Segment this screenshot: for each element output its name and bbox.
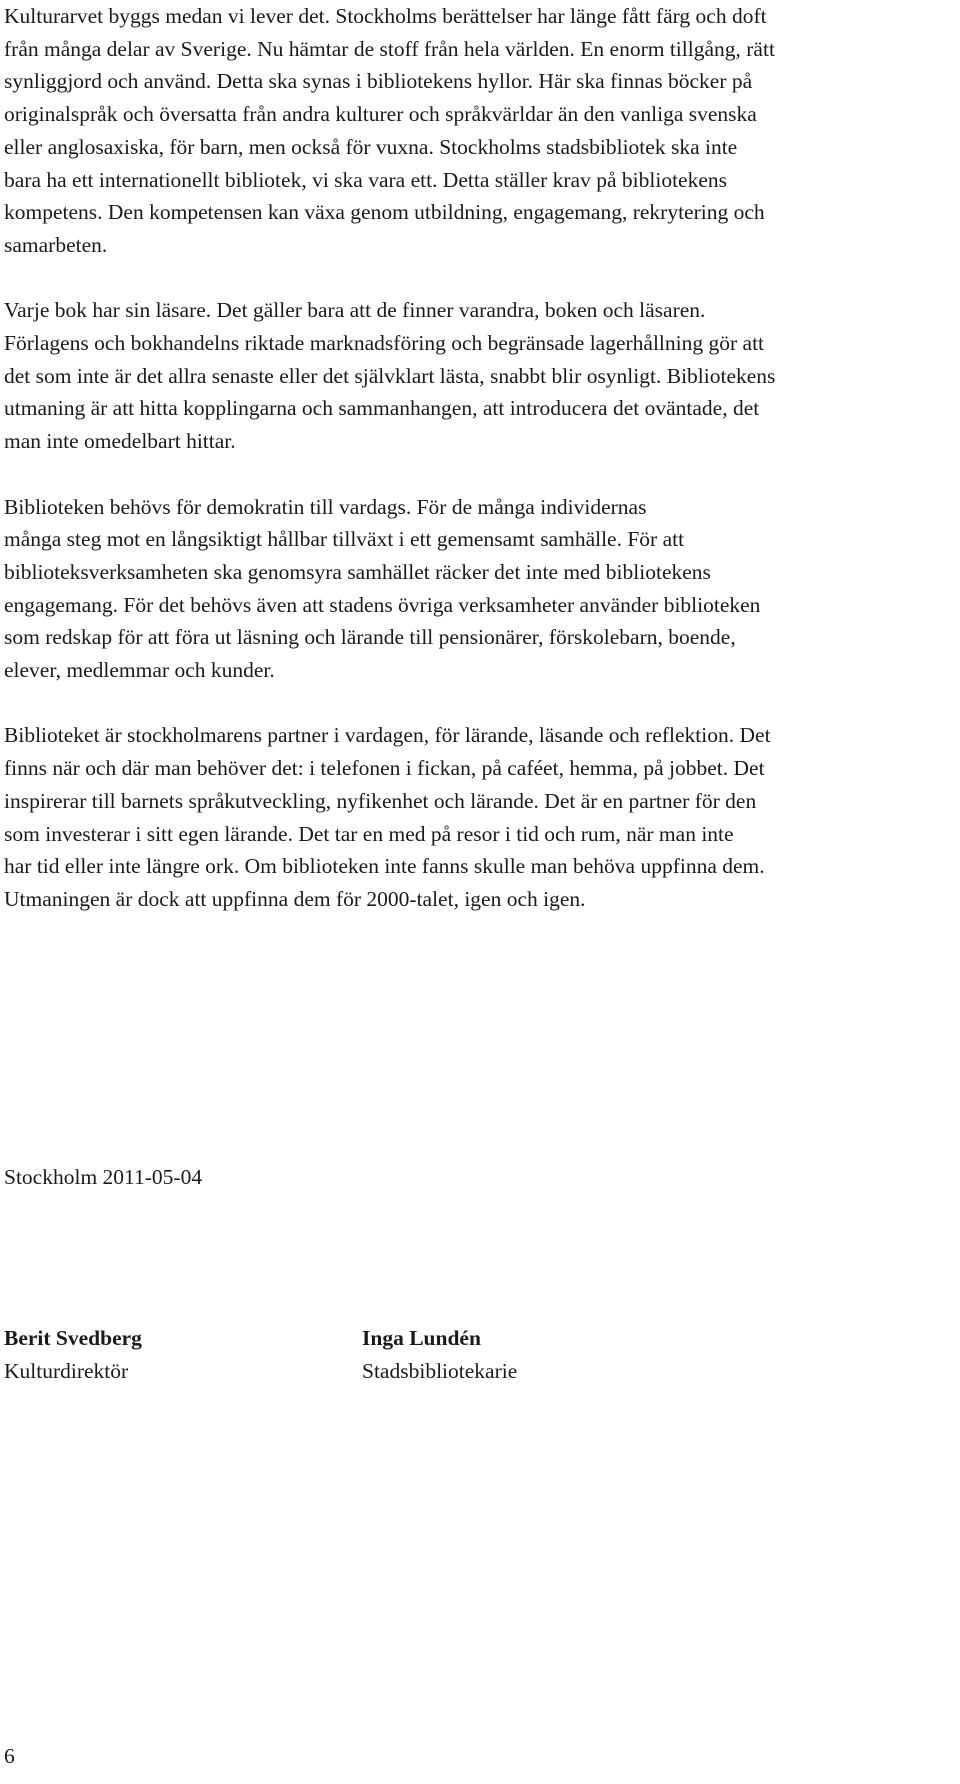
- text-line: bara ha ett internationellt bibliotek, vi ska vara ett. Detta ställer krav på bibliotekens: [4, 167, 727, 192]
- text-line: Biblioteket är stockholmarens partner i vardagen, för lärande, läsande och reflektion. Det: [4, 723, 771, 748]
- text-line: utmaning är att hitta kopplingarna och sammanhangen, att introducera det oväntade, det: [4, 396, 760, 421]
- text-line: Kulturarvet byggs medan vi lever det. Stockholms berättelser har länge fått färg och doft: [4, 4, 767, 28]
- paragraph: [4, 491, 954, 687]
- text-line: Förlagens och bokhandelns riktade marknadsföring och begränsade lagerhållning gör att: [4, 331, 765, 356]
- text-line: som investerar i sitt egen lärande. Det tar en med på resor i tid och rum, när man inte: [4, 821, 734, 846]
- text-line: man inte omedelbart hittar.: [4, 429, 236, 454]
- text-line: inspirerar till barnets språkutveckling, nyfikenhet och lärande. Det är en partner för den: [4, 788, 757, 813]
- signatory-name: Berit Svedberg: [4, 1326, 142, 1350]
- signature-block: [4, 1322, 142, 1388]
- text-line: Biblioteken behövs för demokratin till vardags. För de många individernas: [4, 494, 647, 519]
- text-line: från många delar av Sverige. Nu hämtar de stoff från hela världen. En enorm tillgång, rätt: [4, 36, 775, 61]
- text-line: biblioteksverksamheten ska genomsyra samhället räcker det inte med bibliotekens: [4, 559, 711, 584]
- body-text: [4, 0, 954, 948]
- signatory-title: Kulturdirektör: [4, 1359, 129, 1383]
- paragraph: [4, 294, 954, 458]
- text-line: kompetens. Den kompetensen kan växa genom utbildning, engagemang, rekrytering och: [4, 200, 765, 225]
- page-number: 6: [4, 1744, 15, 1768]
- paragraph: [4, 719, 954, 915]
- text-line: engagemang. För det behövs även att stadens övriga verksamheter använder biblioteken: [4, 592, 761, 617]
- text-line: har tid eller inte längre ork. Om biblioteken inte fanns skulle man behöva uppfinna dem.: [4, 854, 765, 879]
- dateline: Stockholm 2011-05-04: [4, 1165, 203, 1189]
- text-line: eller anglosaxiska, för barn, men också för vuxna. Stockholms stadsbibliotek ska inte: [4, 134, 738, 159]
- text-line: samarbeten.: [4, 232, 108, 257]
- paragraph: [4, 0, 954, 262]
- text-line: elever, medlemmar och kunder.: [4, 658, 275, 683]
- text-line: finns när och där man behöver det: i telefonen i fickan, på caféet, hemma, på jobbet. Det: [4, 756, 765, 781]
- text-line: det som inte är det allra senaste eller det självklart lästa, snabbt blir osynligt. Bibliotekens: [4, 363, 776, 388]
- text-line: originalspråk och översatta från andra kulturer och språkvärldar än den vanliga svenska: [4, 102, 757, 127]
- signature-block: [362, 1322, 517, 1388]
- signatory-name: Inga Lundén: [362, 1326, 481, 1350]
- signatory-title: Stadsbibliotekarie: [362, 1359, 518, 1383]
- text-line: Utmaningen är dock att uppfinna dem för 2000-talet, igen och igen.: [4, 886, 586, 911]
- text-line: många steg mot en långsiktigt hållbar tillväxt i ett gemensamt samhälle. För att: [4, 527, 685, 552]
- text-line: synliggjord och använd. Detta ska synas i bibliotekens hyllor. Här ska finnas böcker på: [4, 69, 753, 94]
- text-line: som redskap för att föra ut läsning och lärande till pensionärer, förskolebarn, boende,: [4, 625, 736, 650]
- text-line: Varje bok har sin läsare. Det gäller bara att de finner varandra, boken och läsaren.: [4, 298, 706, 323]
